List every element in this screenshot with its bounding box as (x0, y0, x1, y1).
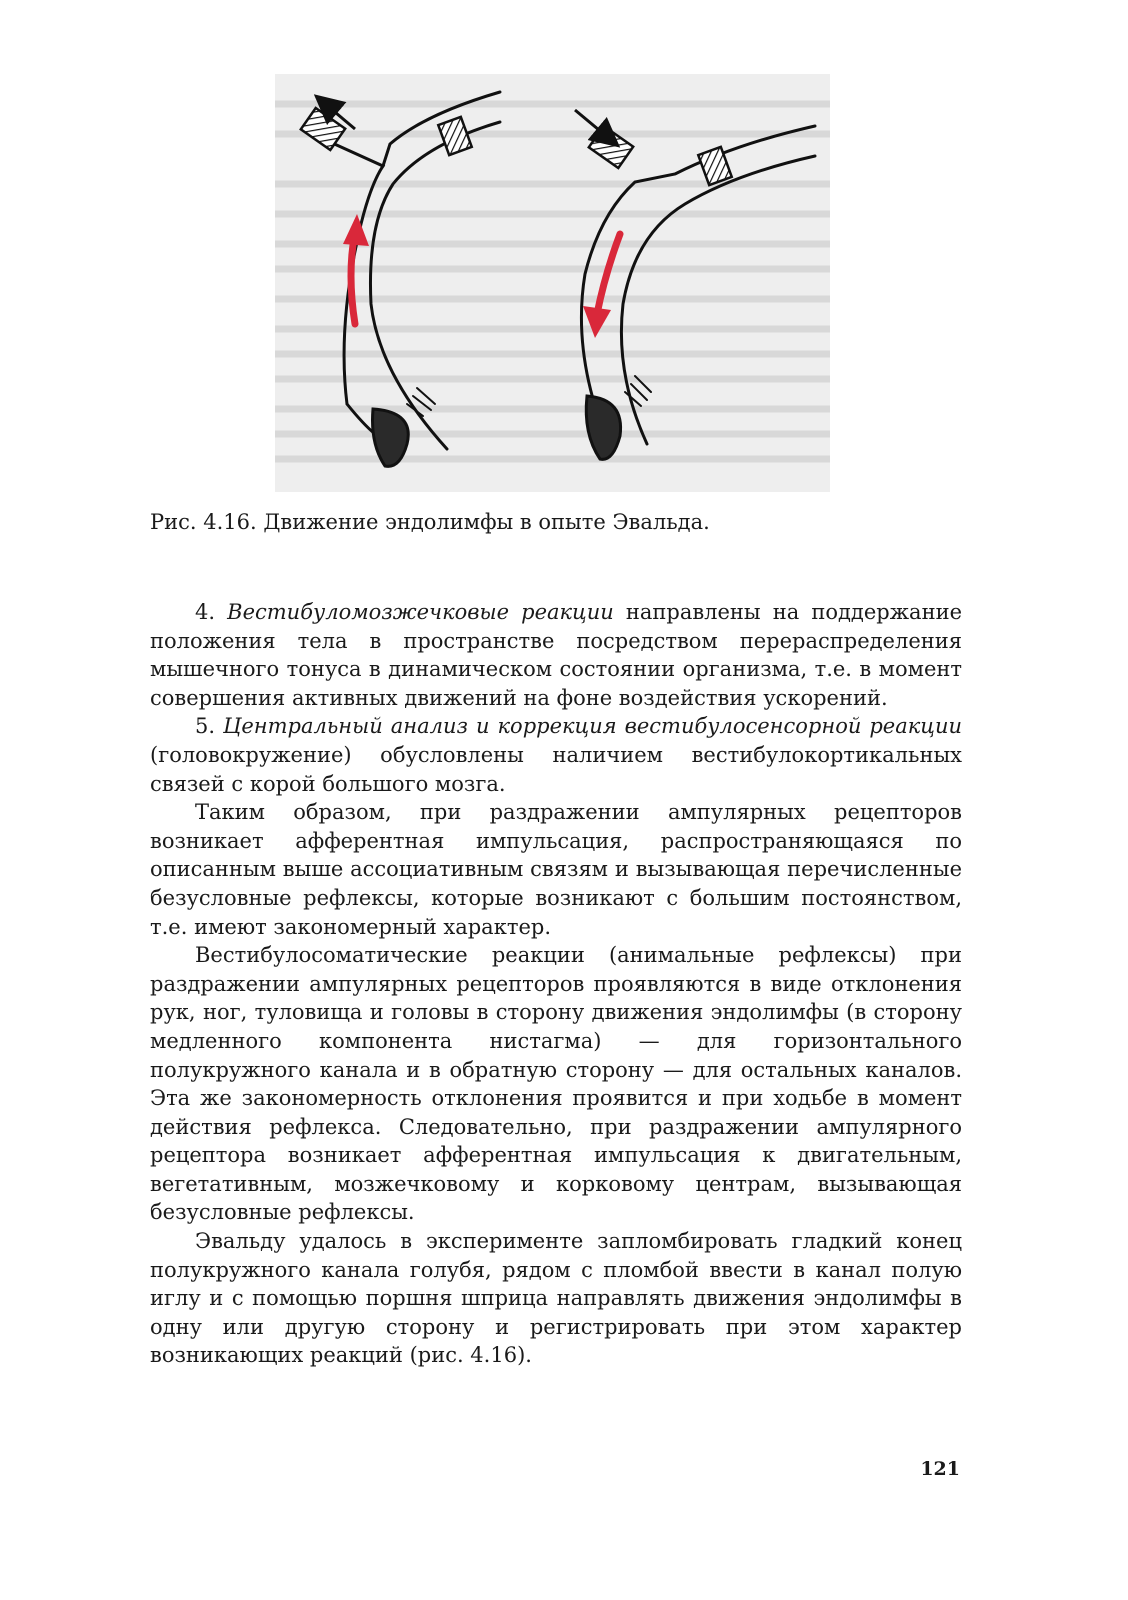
right-endolymph-arrowhead (583, 306, 611, 338)
body-text (150, 598, 962, 1370)
page-number: 121 (920, 1458, 960, 1480)
paragraph-central-analysis: 5. Центральный анализ и коррекция вестибулосенсорной реакции (головокружение) обусловлены наличием вестибулокортикальных связей с корой большого мозга. (150, 714, 962, 796)
term-vestibulocerebellar: Вестибуломозжечковые реакции (227, 600, 614, 624)
left-endolymph-arrow (351, 232, 355, 324)
figure-drawing (275, 74, 830, 492)
term-central-analysis: Центральный анализ и коррекция вестибулосенсорной реакции (223, 714, 962, 739)
figure-caption: Рис. 4.16. Движение эндолимфы в опыте Эвальда. (150, 510, 710, 534)
left-canal-marker (438, 117, 471, 155)
paragraph-vestibulocerebellar: 4. Вестибуломозжечковые реакции направлены на поддержание положения тела в пространстве посредством перераспределения мышечного тонуса в динамическом состоянии организма, т.е. в момент совершения активных движений на фоне воздействия ускорений. (150, 600, 962, 710)
paragraph-vestibulosomatic: Вестибулосоматические реакции (анимальные рефлексы) при раздражении ампулярных рецепторов проявляются в виде отклонения рук, ног, туловища и головы в сторону движения эндолимфы (в сторону медленного компонента нистагма) — для горизонтального полукружного канала и в обратную сторону — для остальных каналов. Эта же закономерность отклонения проявится и при ходьбе в момент действия рефлекса. Следовательно, при раздражении ампулярного рецептора возникает афферентная импульсация к двигательным, вегетативным, мозжечковому и корковому центрам, вызывающая безусловные рефлексы. (150, 943, 962, 1225)
ghost-text-lines (275, 104, 830, 459)
left-endolymph-arrowhead (343, 214, 369, 246)
ewald-experiment-figure (275, 74, 830, 492)
paragraph-summary: Таким образом, при раздражении ампулярных рецепторов возникает афферентная импульсация, распространяющаяся по описанным выше ассоциативным связям и вызывающая перечисленные безусловные рефлексы, которые возникают с большим постоянством, т.е. имеют закономерный характер. (150, 800, 962, 939)
paragraph-ewald-experiment: Эвальду удалось в эксперименте запломбировать гладкий конец полукружного канала голубя, рядом с пломбой ввести в канал полую иглу и с помощью поршня шприца направлять движения эндолимфы в одну или другую сторону и регистрировать при этом характер возникающих реакций (рис. 4.16). (150, 1229, 962, 1368)
